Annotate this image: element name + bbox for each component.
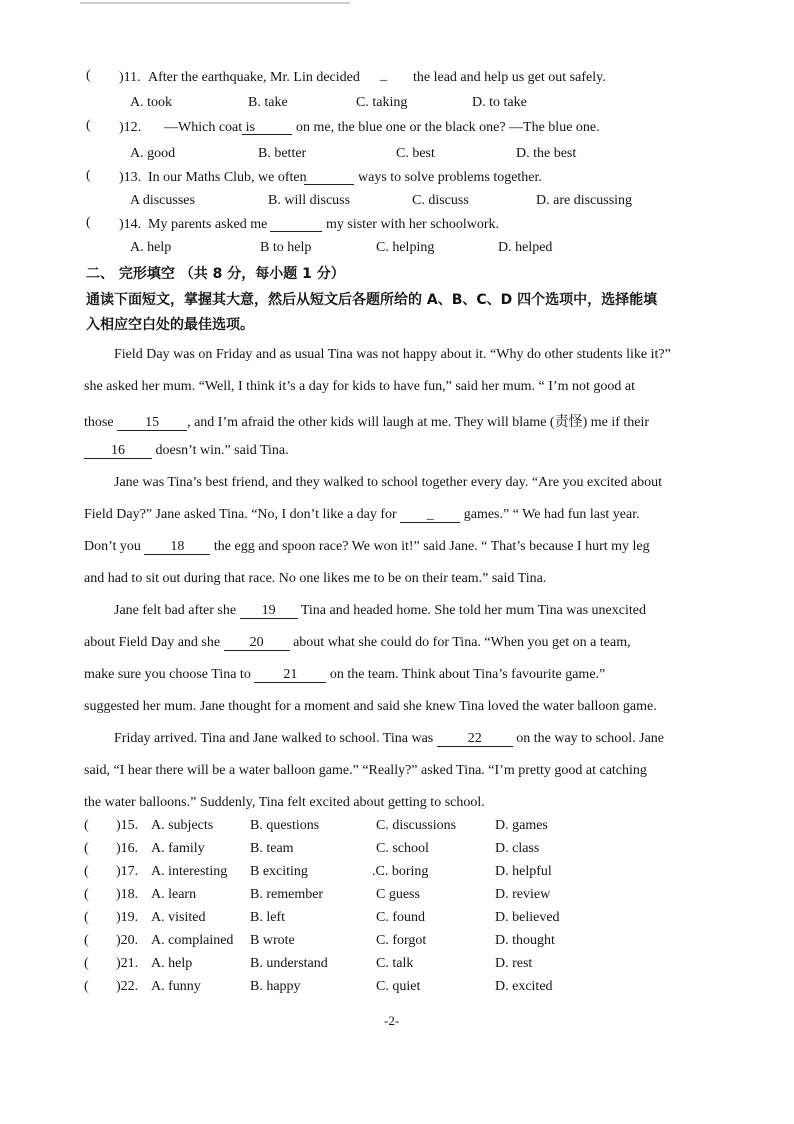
- section-instruction-line-1: 通读下面短文，掌握其大意，然后从短文后各题所给的 A、B、C、D 四个选项中，选择能填: [86, 292, 658, 308]
- question-stem-end: on me, the blue one or the black one? —The blue one.: [296, 120, 600, 135]
- passage-text: Jane felt bad after she: [114, 603, 237, 618]
- option-a: A. complained: [151, 933, 234, 948]
- answer-paren[interactable]: (: [84, 864, 89, 879]
- passage-text: doesn’t win.” said Tina.: [155, 443, 289, 458]
- passage-line: Field Day was on Friday and as usual Tina was not happy about it. “Why do other students like it?”: [114, 347, 671, 362]
- option-d: D. games: [495, 818, 548, 833]
- section-title: 二、 完形填空 （共 8 分，每小题 1 分）: [86, 266, 345, 282]
- option-c: C. helping: [376, 240, 435, 255]
- answer-paren[interactable]: (: [84, 956, 89, 971]
- passage-line: [114, 731, 664, 747]
- question-number: )14.: [119, 217, 142, 232]
- question-number: )22.: [116, 979, 139, 994]
- blank-19[interactable]: 19: [240, 604, 298, 619]
- option-c: C. forgot: [376, 933, 427, 948]
- question-number: )15.: [116, 818, 139, 833]
- answer-paren[interactable]: (: [86, 215, 91, 230]
- passage-line: [84, 443, 289, 459]
- passage-line: [84, 539, 650, 555]
- question-number: )13.: [119, 170, 142, 185]
- passage-line: she asked her mum. “Well, I think it’s a day for kids to have fun,” said her mum. “ I’m not good at: [84, 379, 635, 394]
- question-stem: In our Maths Club, we often: [148, 170, 307, 185]
- blank-18[interactable]: 18: [144, 540, 210, 555]
- option-d: D. thought: [495, 933, 555, 948]
- passage-text: Tina and headed home. She told her mum Tina was unexcited: [300, 603, 646, 618]
- option-a: A. help: [151, 956, 193, 971]
- option-a: A. family: [151, 841, 205, 856]
- option-c: C guess: [376, 887, 420, 902]
- scan-edge-line: [80, 2, 350, 4]
- passage-text: on the team. Think about Tina’s favourite game.”: [329, 667, 606, 682]
- option-a: A discusses: [130, 193, 195, 208]
- answer-paren[interactable]: (: [86, 118, 91, 133]
- passage-text: games.” “ We had fun last year.: [463, 507, 640, 522]
- option-a: A. funny: [151, 979, 201, 994]
- answer-paren[interactable]: (: [84, 841, 89, 856]
- option-d: D. to take: [472, 95, 527, 110]
- question-number: )12.: [119, 120, 142, 135]
- passage-line: Jane was Tina’s best friend, and they walked to school together every day. “Are you excited about: [114, 475, 663, 490]
- option-c: C. talk: [376, 956, 414, 971]
- option-d: D. helpful: [495, 864, 552, 879]
- question-stem: —Which coat is: [164, 120, 255, 135]
- option-c: C. best: [396, 146, 435, 161]
- blank[interactable]: [242, 120, 292, 135]
- passage-line: and had to sit out during that race. No one likes me to be on their team.” said Tina.: [84, 571, 547, 586]
- option-b: B. team: [250, 841, 294, 856]
- question-number: )19.: [116, 910, 139, 925]
- option-c: C. discuss: [412, 193, 469, 208]
- passage-text: about what she could do for Tina. “When you get on a team,: [293, 635, 631, 650]
- blank[interactable]: _: [380, 68, 387, 83]
- question-stem-end: ways to solve problems together.: [358, 170, 542, 185]
- option-d: D. class: [495, 841, 540, 856]
- option-d: D. review: [495, 887, 551, 902]
- blank[interactable]: [304, 170, 354, 185]
- section-instruction-line-2: 入相应空白处的最佳选项。: [86, 317, 254, 333]
- option-c: C. found: [376, 910, 425, 925]
- blank-21[interactable]: 21: [254, 668, 326, 683]
- passage-line: the water balloons.” Suddenly, Tina felt excited about getting to school.: [84, 795, 485, 810]
- blank-15[interactable]: 15: [117, 416, 187, 431]
- option-b: B. take: [248, 95, 288, 110]
- option-b: B. left: [250, 910, 285, 925]
- passage-line: suggested her mum. Jane thought for a moment and said she knew Tina loved the water balloon game.: [84, 699, 657, 714]
- option-d: D. are discussing: [536, 193, 633, 208]
- blank-22[interactable]: 22: [437, 732, 513, 747]
- blank[interactable]: [270, 217, 322, 232]
- passage-line: [84, 667, 605, 683]
- passage-text: make sure you choose Tina to: [84, 667, 251, 682]
- question-number: )21.: [116, 956, 139, 971]
- question-number: )20.: [116, 933, 139, 948]
- question-stem-end: the lead and help us get out safely.: [413, 70, 606, 85]
- option-c: C. taking: [356, 95, 408, 110]
- page-number: -2-: [384, 1013, 400, 1028]
- option-d: D. believed: [495, 910, 560, 925]
- passage-text: on the way to school. Jane: [516, 731, 664, 746]
- answer-paren[interactable]: (: [86, 168, 91, 183]
- option-c: C. school: [376, 841, 429, 856]
- passage-line: [84, 507, 640, 523]
- option-c: C. discussions: [376, 818, 457, 833]
- passage-text: , and I’m afraid the other kids will laugh at me. They will blame (责怪) me if their: [187, 415, 650, 430]
- passage-text: about Field Day and she: [84, 635, 221, 650]
- blank-16[interactable]: 16: [84, 444, 152, 459]
- question-number: )11.: [119, 70, 141, 85]
- answer-paren[interactable]: (: [84, 818, 89, 833]
- option-b: B. questions: [250, 818, 320, 833]
- question-stem: After the earthquake, Mr. Lin decided: [148, 70, 360, 85]
- option-d: D. helped: [498, 240, 553, 255]
- passage-line: [84, 411, 649, 431]
- question-stem-end: my sister with her schoolwork.: [326, 217, 500, 232]
- blank-20[interactable]: 20: [224, 636, 290, 651]
- passage-text: the egg and spoon race? We won it!” said Jane. “ That’s because I hurt my leg: [213, 539, 650, 554]
- option-a: A. learn: [151, 887, 197, 902]
- question-number: )16.: [116, 841, 139, 856]
- option-a: A. good: [130, 146, 176, 161]
- option-b: B. remember: [250, 887, 324, 902]
- option-a: A. took: [130, 95, 172, 110]
- answer-paren[interactable]: (: [84, 933, 89, 948]
- option-b: B. will discuss: [268, 193, 351, 208]
- passage-line: [114, 603, 646, 619]
- option-a: A. interesting: [151, 864, 228, 879]
- option-a: A. visited: [151, 910, 206, 925]
- option-b: B exciting: [250, 864, 308, 879]
- question-stem: My parents asked me: [148, 217, 268, 232]
- option-d: D. rest: [495, 956, 533, 971]
- option-b: B. better: [258, 146, 307, 161]
- option-d: D. the best: [516, 146, 577, 161]
- option-d: D. excited: [495, 979, 553, 994]
- passage-text: those: [84, 415, 114, 430]
- passage-text: Field Day?” Jane asked Tina. “No, I don’t like a day for: [84, 507, 397, 522]
- answer-paren[interactable]: (: [84, 910, 89, 925]
- answer-paren[interactable]: (: [84, 979, 89, 994]
- option-a: A. help: [130, 240, 172, 255]
- answer-paren[interactable]: (: [84, 887, 89, 902]
- passage-line: said, “I hear there will be a water balloon game.” “Really?” asked Tina. “I’m pretty good at catching: [84, 763, 647, 778]
- blank-17[interactable]: _: [400, 508, 460, 523]
- option-c: .C. boring: [372, 864, 429, 879]
- option-c: C. quiet: [376, 979, 421, 994]
- answer-paren[interactable]: (: [86, 68, 91, 83]
- passage-line: [84, 635, 631, 651]
- option-b: B to help: [260, 240, 312, 255]
- passage-text: Friday arrived. Tina and Jane walked to school. Tina was: [114, 731, 434, 746]
- option-b: B. understand: [250, 956, 328, 971]
- passage-text: Don’t you: [84, 539, 141, 554]
- question-number: )17.: [116, 864, 139, 879]
- option-a: A. subjects: [151, 818, 214, 833]
- option-b: B wrote: [250, 933, 295, 948]
- question-number: )18.: [116, 887, 139, 902]
- option-b: B. happy: [250, 979, 301, 994]
